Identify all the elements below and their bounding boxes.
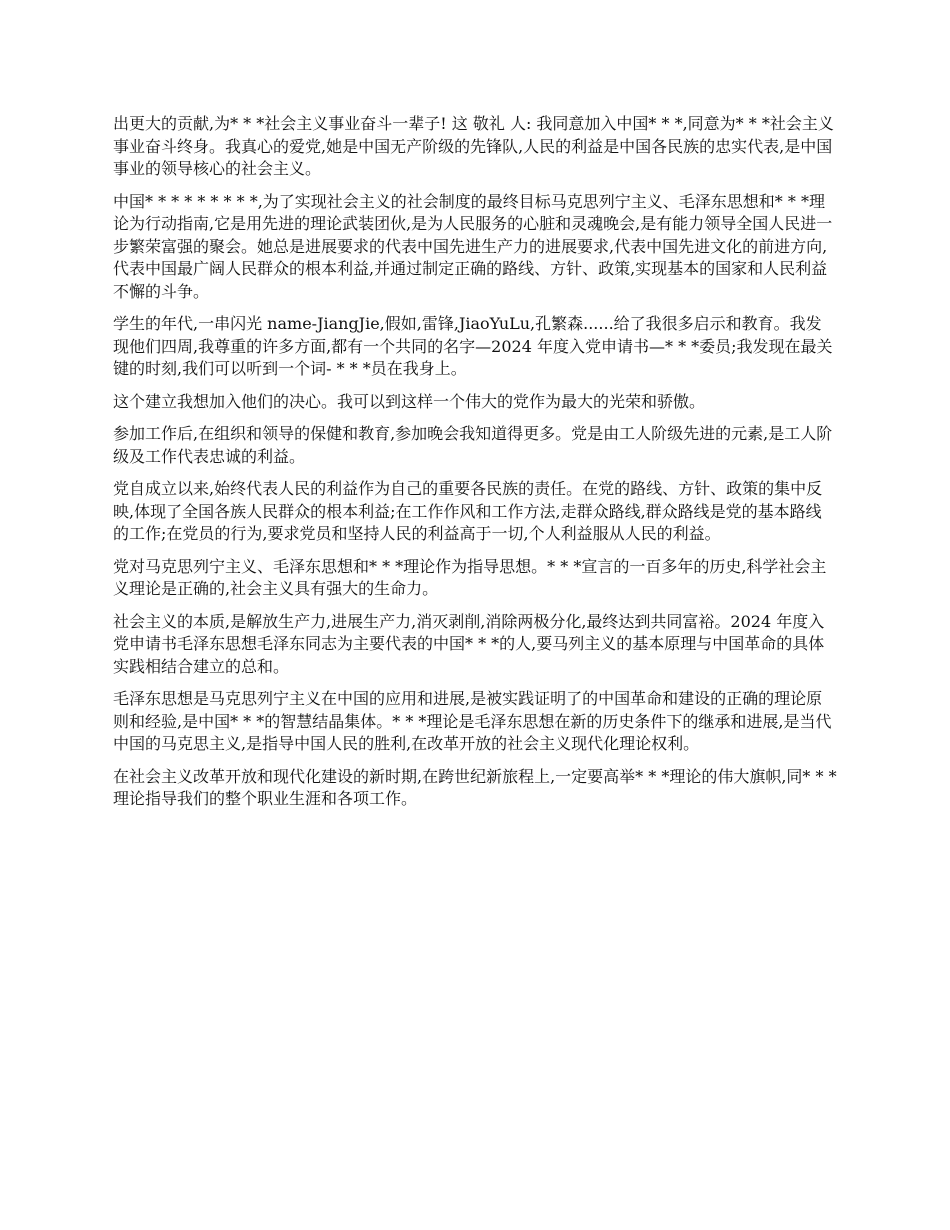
- paragraph-8: 社会主义的本质,是解放生产力,进展生产力,消灭剥削,消除两极分化,最终达到共同富裕。2024 年度入党申请书毛泽东思想毛泽东同志为主要代表的中国* * *的人,要马列主义的基本原理与中国革命的具体实践相结合建立的总和。: [113, 611, 825, 676]
- paragraph-2: 中国* * * * * * * * *,为了实现社会主义的社会制度的最终目标马克思列宁主义、毛泽东思想和* * *理论为行动指南,它是用先进的理论武装团伙,是为人民服务的心脏和灵魂晚会,是有能力领导全国人民进一步繁荣富强的聚会。她总是进展要求的代表中国先进生产力的进展要求,代表中国先进文化的前进方向,代表中国最广阔人民群众的根本利益,并通过制定正确的路线、方针、政策,实现基本的国家和人民利益不懈的斗争。: [113, 191, 833, 301]
- paragraph-1: 出更大的贡献,为* * *社会主义事业奋斗一辈子! 这 敬礼 人: 我同意加入中国* * *,同意为* * *社会主义事业奋斗终身。我真心的爱党,她是中国无产阶级的先锋队,人民的利益是中国各民族的忠实代表,是中国事业的领导核心的社会主义。: [113, 114, 834, 178]
- paragraph-7: 党对马克思列宁主义、毛泽东思想和* * *理论作为指导思想。* * *宣言的一百多年的历史,科学社会主义理论是正确的,社会主义具有强大的生命力。: [113, 556, 827, 598]
- document-body: [113, 113, 837, 821]
- paragraph-3: 学生的年代,一串闪光 name-JiangJie,假如,雷锋,JiaoYuLu,孔繁森......给了我很多启示和教育。我发现他们四周,我尊重的许多方面,都有一个共同的名字—2024 年度入党申请书—* * *委员;我发现在最关键的时刻,我们可以听到一个词- * * *员在我身上。: [113, 314, 833, 378]
- paragraph-5: 参加工作后,在组织和领导的保健和教育,参加晚会我知道得更多。党是由工人阶级先进的元素,是工人阶级及工作代表忠诚的利益。: [113, 424, 833, 466]
- paragraph-10: 在社会主义改革开放和现代化建设的新时期,在跨世纪新旅程上,一定要高举* * *理论的伟大旗帜,同* * *理论指导我们的整个职业生涯和各项工作。: [113, 766, 837, 808]
- paragraph-9: 毛泽东思想是马克思列宁主义在中国的应用和进展,是被实践证明了的中国革命和建设的正确的理论原则和经验,是中国* * *的智慧结晶集体。* * *理论是毛泽东思想在新的历史条件下的继承和进展,是当代中国的马克思主义,是指导中国人民的胜利,在改革开放的社会主义现代化理论权利。: [113, 689, 832, 753]
- paragraph-4: 这个建立我想加入他们的决心。我可以到这样一个伟大的党作为最大的光荣和骄傲。: [113, 391, 706, 411]
- paragraph-6: 党自成立以来,始终代表人民的利益作为自己的重要各民族的责任。在党的路线、方针、政策的集中反映,体现了全国各族人民群众的根本利益;在工作作风和工作方法,走群众路线,群众路线是党的基本路线的工作;在党员的行为,要求党员和坚持人民的利益高于一切,个人利益服从人民的利益。: [113, 479, 823, 543]
